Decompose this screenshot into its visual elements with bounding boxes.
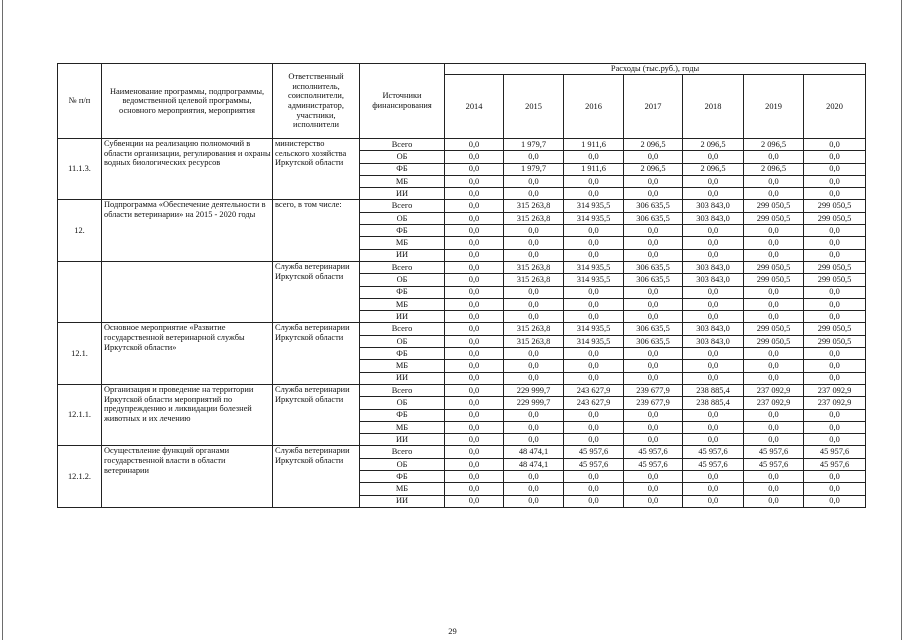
expense-value: 0,0	[445, 471, 504, 483]
expense-value: 303 843,0	[683, 212, 744, 224]
expense-value: 0,0	[804, 151, 866, 163]
header-year: 2015	[504, 75, 564, 139]
expense-value: 0,0	[564, 175, 624, 187]
expense-value: 0,0	[445, 188, 504, 200]
expense-value: 0,0	[564, 249, 624, 261]
expense-value: 0,0	[804, 483, 866, 495]
expense-value: 0,0	[445, 200, 504, 212]
expense-value: 0,0	[445, 139, 504, 151]
expense-value: 0,0	[445, 151, 504, 163]
expense-value: 0,0	[564, 237, 624, 249]
expense-value: 0,0	[744, 249, 804, 261]
expense-value: 306 635,5	[624, 274, 683, 286]
expense-value: 0,0	[504, 311, 564, 323]
expense-value: 0,0	[564, 483, 624, 495]
header-name: Наименование программы, подпрограммы, ведомственной целевой программы, основного мероприятия, мероприятия	[102, 64, 273, 139]
funding-source: МБ	[360, 483, 445, 495]
expense-value: 314 935,5	[564, 212, 624, 224]
funding-source: МБ	[360, 360, 445, 372]
expense-value: 299 050,5	[744, 261, 804, 273]
header-year: 2014	[445, 75, 504, 139]
expense-value: 0,0	[445, 175, 504, 187]
expense-value: 0,0	[744, 298, 804, 310]
expense-value: 0,0	[804, 225, 866, 237]
expense-value: 0,0	[564, 434, 624, 446]
row-number: 11.1.3.	[58, 139, 102, 200]
scan-edge-left	[2, 0, 3, 640]
expense-value: 314 935,5	[564, 323, 624, 335]
expense-value: 0,0	[624, 434, 683, 446]
expense-value: 0,0	[744, 421, 804, 433]
expense-value: 0,0	[744, 311, 804, 323]
header-year: 2020	[804, 75, 866, 139]
expense-value: 0,0	[744, 483, 804, 495]
expense-value: 0,0	[445, 323, 504, 335]
expense-value: 0,0	[564, 298, 624, 310]
expense-value: 0,0	[744, 286, 804, 298]
expense-value: 0,0	[804, 286, 866, 298]
expense-value: 0,0	[683, 175, 744, 187]
expense-value: 0,0	[504, 151, 564, 163]
expense-value: 0,0	[445, 237, 504, 249]
expense-value: 0,0	[624, 311, 683, 323]
expense-value: 0,0	[804, 188, 866, 200]
budget-table	[57, 63, 866, 508]
expense-value: 0,0	[564, 495, 624, 507]
expense-value: 0,0	[504, 421, 564, 433]
expense-value: 0,0	[683, 298, 744, 310]
expense-value: 45 957,6	[564, 446, 624, 458]
table-row	[58, 323, 866, 335]
funding-source: ОБ	[360, 212, 445, 224]
expense-value: 314 935,5	[564, 261, 624, 273]
table-body	[58, 139, 866, 508]
expense-value: 0,0	[804, 434, 866, 446]
expense-value: 0,0	[683, 372, 744, 384]
expense-value: 238 885,4	[683, 384, 744, 396]
expense-value: 306 635,5	[624, 335, 683, 347]
row-number: 12.	[58, 200, 102, 261]
expense-value: 45 957,6	[744, 446, 804, 458]
header-year: 2019	[744, 75, 804, 139]
expense-value: 0,0	[445, 261, 504, 273]
expense-value: 0,0	[744, 409, 804, 421]
expense-value: 299 050,5	[804, 323, 866, 335]
program-name	[102, 261, 273, 322]
expense-value: 0,0	[624, 175, 683, 187]
expense-value: 239 677,9	[624, 397, 683, 409]
funding-source: ФБ	[360, 286, 445, 298]
table-row	[58, 384, 866, 396]
funding-source: Всего	[360, 261, 445, 273]
expense-value: 0,0	[445, 372, 504, 384]
expense-value: 0,0	[445, 434, 504, 446]
expense-value: 0,0	[804, 372, 866, 384]
funding-source: ИИ	[360, 372, 445, 384]
funding-source: МБ	[360, 237, 445, 249]
expense-value: 0,0	[564, 311, 624, 323]
expense-value: 45 957,6	[744, 458, 804, 470]
expense-value: 0,0	[804, 409, 866, 421]
expense-value: 237 092,9	[744, 384, 804, 396]
expense-value: 0,0	[683, 483, 744, 495]
expense-value: 0,0	[624, 372, 683, 384]
expense-value: 0,0	[624, 360, 683, 372]
expense-value: 0,0	[445, 446, 504, 458]
expense-value: 303 843,0	[683, 261, 744, 273]
expense-value: 0,0	[504, 409, 564, 421]
expense-value: 299 050,5	[744, 200, 804, 212]
expense-value: 45 957,6	[564, 458, 624, 470]
expense-value: 303 843,0	[683, 323, 744, 335]
expense-value: 0,0	[504, 360, 564, 372]
funding-source: Всего	[360, 200, 445, 212]
expense-value: 0,0	[504, 471, 564, 483]
funding-source: ИИ	[360, 311, 445, 323]
expense-value: 0,0	[445, 335, 504, 347]
expense-value: 0,0	[504, 372, 564, 384]
expense-value: 0,0	[624, 483, 683, 495]
expense-value: 0,0	[624, 286, 683, 298]
program-name: Подпрограмма «Обеспечение деятельности в области ветеринарии» на 2015 - 2020 годы	[102, 200, 273, 261]
funding-source: ФБ	[360, 471, 445, 483]
expense-value: 0,0	[504, 175, 564, 187]
expense-value: 0,0	[804, 175, 866, 187]
funding-source: Всего	[360, 384, 445, 396]
expense-value: 0,0	[445, 225, 504, 237]
expense-value: 0,0	[744, 151, 804, 163]
expense-value: 0,0	[504, 495, 564, 507]
expense-value: 48 474,1	[504, 458, 564, 470]
expense-value: 0,0	[683, 360, 744, 372]
expense-value: 0,0	[744, 434, 804, 446]
expense-value: 0,0	[445, 348, 504, 360]
expense-value: 315 263,8	[504, 212, 564, 224]
funding-source: ОБ	[360, 397, 445, 409]
expense-value: 0,0	[504, 434, 564, 446]
expense-value: 0,0	[683, 421, 744, 433]
expense-value: 315 263,8	[504, 274, 564, 286]
responsible-executor: Служба ветеринарии Иркутской области	[273, 261, 360, 322]
table-row	[58, 261, 866, 273]
expense-value: 0,0	[445, 274, 504, 286]
expense-value: 315 263,8	[504, 261, 564, 273]
row-number: 12.1.1.	[58, 384, 102, 445]
table-row	[58, 446, 866, 458]
header-responsible: Ответственный исполнитель, соисполнители, администратор, участники, исполнители	[273, 64, 360, 139]
row-number: 12.1.	[58, 323, 102, 384]
expense-value: 0,0	[564, 471, 624, 483]
expense-value: 306 635,5	[624, 323, 683, 335]
funding-source: Всего	[360, 139, 445, 151]
expense-value: 0,0	[624, 188, 683, 200]
expense-value: 0,0	[445, 298, 504, 310]
expense-value: 2 096,5	[624, 163, 683, 175]
expense-value: 45 957,6	[683, 458, 744, 470]
funding-source: МБ	[360, 298, 445, 310]
expense-value: 315 263,8	[504, 335, 564, 347]
expense-value: 0,0	[504, 298, 564, 310]
expense-value: 0,0	[744, 360, 804, 372]
expense-value: 0,0	[504, 286, 564, 298]
expense-value: 0,0	[804, 163, 866, 175]
expense-value: 0,0	[683, 471, 744, 483]
expense-value: 0,0	[445, 483, 504, 495]
funding-source: ФБ	[360, 409, 445, 421]
expense-value: 0,0	[744, 175, 804, 187]
expense-value: 0,0	[804, 495, 866, 507]
expense-value: 1 911,6	[564, 163, 624, 175]
funding-source: МБ	[360, 421, 445, 433]
expense-value: 0,0	[504, 249, 564, 261]
expense-value: 0,0	[564, 360, 624, 372]
expense-value: 303 843,0	[683, 274, 744, 286]
expense-value: 45 957,6	[683, 446, 744, 458]
expense-value: 0,0	[683, 434, 744, 446]
expense-value: 0,0	[683, 249, 744, 261]
expense-value: 0,0	[445, 384, 504, 396]
expense-value: 299 050,5	[804, 200, 866, 212]
expense-value: 0,0	[744, 237, 804, 249]
program-name: Осуществление функций органами государственной власти в области ветеринарии	[102, 446, 273, 507]
funding-source: ОБ	[360, 151, 445, 163]
expense-value: 0,0	[564, 348, 624, 360]
expense-value: 0,0	[445, 409, 504, 421]
expense-value: 243 627,9	[564, 384, 624, 396]
table-row	[58, 139, 866, 151]
expense-value: 0,0	[504, 237, 564, 249]
expense-value: 0,0	[804, 471, 866, 483]
expense-value: 0,0	[624, 471, 683, 483]
expense-value: 299 050,5	[804, 274, 866, 286]
responsible-executor: Служба ветеринарии Иркутской области	[273, 323, 360, 384]
funding-source: МБ	[360, 175, 445, 187]
expense-value: 306 635,5	[624, 212, 683, 224]
expense-value: 314 935,5	[564, 200, 624, 212]
funding-source: ОБ	[360, 274, 445, 286]
table-row	[58, 200, 866, 212]
expense-value: 0,0	[624, 495, 683, 507]
responsible-executor: министерство сельского хозяйства Иркутской области	[273, 139, 360, 200]
row-number	[58, 261, 102, 322]
expense-value: 306 635,5	[624, 261, 683, 273]
header-year: 2018	[683, 75, 744, 139]
expense-value: 0,0	[624, 348, 683, 360]
expense-value: 0,0	[445, 311, 504, 323]
expense-value: 237 092,9	[804, 384, 866, 396]
expense-value: 303 843,0	[683, 200, 744, 212]
expense-value: 0,0	[564, 188, 624, 200]
expense-value: 0,0	[445, 458, 504, 470]
expense-value: 2 096,5	[683, 139, 744, 151]
expense-value: 314 935,5	[564, 274, 624, 286]
expense-value: 2 096,5	[744, 139, 804, 151]
header-year: 2016	[564, 75, 624, 139]
expense-value: 0,0	[564, 409, 624, 421]
funding-source: ИИ	[360, 188, 445, 200]
expense-value: 45 957,6	[624, 446, 683, 458]
expense-value: 0,0	[683, 151, 744, 163]
expense-value: 0,0	[683, 286, 744, 298]
funding-source: ОБ	[360, 458, 445, 470]
funding-source: Всего	[360, 446, 445, 458]
expense-value: 0,0	[744, 348, 804, 360]
expense-value: 229 999,7	[504, 397, 564, 409]
expense-value: 314 935,5	[564, 335, 624, 347]
expense-value: 0,0	[564, 225, 624, 237]
expense-value: 0,0	[744, 225, 804, 237]
funding-source: ИИ	[360, 434, 445, 446]
expense-value: 0,0	[445, 495, 504, 507]
expense-value: 45 957,6	[624, 458, 683, 470]
responsible-executor: Служба ветеринарии Иркутской области	[273, 446, 360, 507]
expense-value: 239 677,9	[624, 384, 683, 396]
expense-value: 0,0	[804, 139, 866, 151]
expense-value: 2 096,5	[624, 139, 683, 151]
header-expenses: Расходы (тыс.руб.), годы	[445, 64, 866, 75]
expense-value: 1 911,6	[564, 139, 624, 151]
expense-value: 315 263,8	[504, 323, 564, 335]
expense-value: 299 050,5	[744, 212, 804, 224]
expense-value: 299 050,5	[804, 261, 866, 273]
expense-value: 0,0	[445, 360, 504, 372]
expense-value: 0,0	[624, 225, 683, 237]
expense-value: 0,0	[564, 372, 624, 384]
expense-value: 0,0	[683, 348, 744, 360]
funding-source: ИИ	[360, 495, 445, 507]
expense-value: 0,0	[804, 360, 866, 372]
expense-value: 229 999,7	[504, 384, 564, 396]
expense-value: 0,0	[564, 421, 624, 433]
header-row-top	[58, 64, 866, 75]
expense-value: 0,0	[804, 249, 866, 261]
expense-value: 243 627,9	[564, 397, 624, 409]
expense-value: 0,0	[504, 225, 564, 237]
header-num: № п/п	[58, 64, 102, 139]
program-name: Субвенции на реализацию полномочий в области организации, регулирования и охраны водных биологических ресурсов	[102, 139, 273, 200]
expense-value: 0,0	[744, 495, 804, 507]
expense-value: 299 050,5	[744, 323, 804, 335]
funding-source: ИИ	[360, 249, 445, 261]
expense-value: 0,0	[504, 188, 564, 200]
expense-value: 0,0	[504, 348, 564, 360]
expense-value: 0,0	[683, 311, 744, 323]
expense-value: 0,0	[624, 249, 683, 261]
expense-value: 315 263,8	[504, 200, 564, 212]
expense-value: 238 885,4	[683, 397, 744, 409]
expense-value: 0,0	[804, 298, 866, 310]
expense-value: 0,0	[744, 372, 804, 384]
expense-value: 0,0	[804, 237, 866, 249]
expense-value: 306 635,5	[624, 200, 683, 212]
expense-value: 0,0	[804, 348, 866, 360]
expense-value: 0,0	[683, 225, 744, 237]
expense-value: 0,0	[445, 421, 504, 433]
expense-value: 0,0	[564, 151, 624, 163]
expense-value: 299 050,5	[804, 212, 866, 224]
expense-value: 0,0	[744, 471, 804, 483]
expense-value: 299 050,5	[744, 335, 804, 347]
expense-value: 0,0	[624, 237, 683, 249]
expense-value: 0,0	[445, 249, 504, 261]
expense-value: 0,0	[624, 298, 683, 310]
expense-value: 2 096,5	[683, 163, 744, 175]
responsible-executor: всего, в том числе:	[273, 200, 360, 261]
expense-value: 1 979,7	[504, 139, 564, 151]
expense-value: 303 843,0	[683, 335, 744, 347]
expense-value: 0,0	[624, 421, 683, 433]
expense-value: 0,0	[804, 421, 866, 433]
header-source: Источники финансирования	[360, 64, 445, 139]
expense-value: 0,0	[445, 212, 504, 224]
expense-value: 0,0	[445, 286, 504, 298]
page-number: 29	[448, 626, 457, 636]
expense-value: 0,0	[804, 311, 866, 323]
expense-value: 237 092,9	[804, 397, 866, 409]
header-year: 2017	[624, 75, 683, 139]
funding-source: Всего	[360, 323, 445, 335]
expense-value: 45 957,6	[804, 458, 866, 470]
funding-source: ФБ	[360, 348, 445, 360]
program-name: Основное мероприятие «Развитие государственной ветеринарной службы Иркутской области»	[102, 323, 273, 384]
expense-value: 0,0	[624, 151, 683, 163]
expense-value: 0,0	[683, 188, 744, 200]
expense-value: 1 979,7	[504, 163, 564, 175]
expense-value: 0,0	[624, 409, 683, 421]
expense-value: 299 050,5	[744, 274, 804, 286]
scan-edge-right	[901, 0, 902, 640]
expense-value: 48 474,1	[504, 446, 564, 458]
expense-value: 0,0	[564, 286, 624, 298]
expense-value: 0,0	[683, 409, 744, 421]
funding-source: ОБ	[360, 335, 445, 347]
expense-value: 237 092,9	[744, 397, 804, 409]
funding-source: ФБ	[360, 163, 445, 175]
expense-value: 2 096,5	[744, 163, 804, 175]
program-name: Организация и проведение на территории Иркутской области мероприятий по предупреждению и ликвидации болезней животных и их лечению	[102, 384, 273, 445]
expense-value: 0,0	[683, 237, 744, 249]
expense-value: 0,0	[744, 188, 804, 200]
row-number: 12.1.2.	[58, 446, 102, 507]
expense-value: 45 957,6	[804, 446, 866, 458]
expense-value: 0,0	[504, 483, 564, 495]
expense-value: 0,0	[683, 495, 744, 507]
responsible-executor: Служба ветеринарии Иркутской области	[273, 384, 360, 445]
expense-value: 299 050,5	[804, 335, 866, 347]
expense-value: 0,0	[445, 397, 504, 409]
funding-source: ФБ	[360, 225, 445, 237]
expense-value: 0,0	[445, 163, 504, 175]
